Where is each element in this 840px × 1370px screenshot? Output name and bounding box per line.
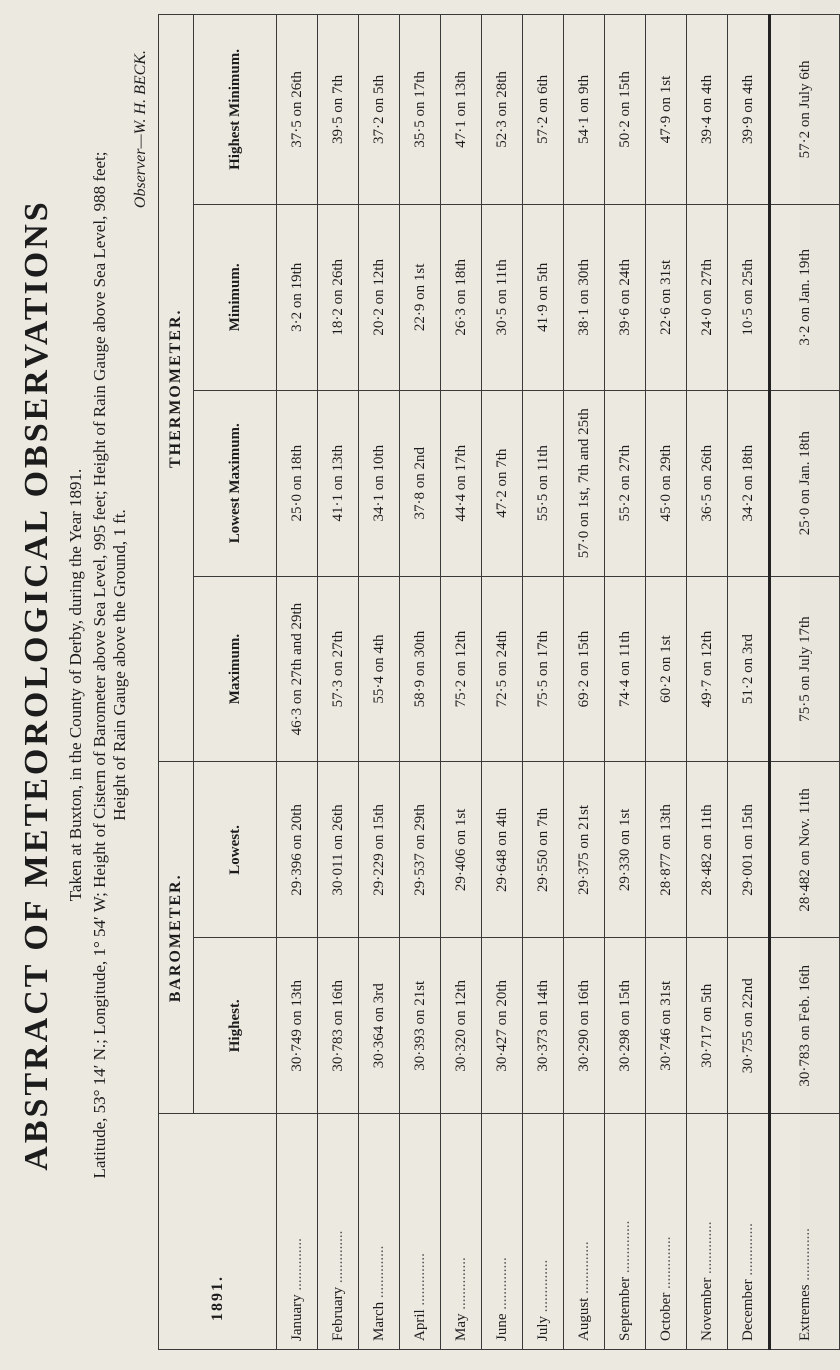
cell-low-max: 45·0 on 29th — [646, 390, 687, 576]
cell-high-min: 50·2 on 15th — [605, 15, 646, 205]
cell-low-max: 57·0 on 1st, 7th and 25th — [564, 390, 605, 576]
cell-baro-low: 29·229 on 15th — [359, 762, 400, 938]
cell-max: 69·2 on 15th — [564, 576, 605, 762]
month-label: Extremes — [796, 1284, 813, 1341]
leader-dots: .............. — [616, 1220, 633, 1277]
month-cell — [359, 1114, 400, 1350]
month-label: July — [534, 1315, 551, 1341]
month-label: February — [329, 1286, 346, 1341]
page-title: ABSTRACT OF METEOROLOGICAL OBSERVATIONS — [18, 199, 55, 1171]
cell-min: 3·2 on 19th — [277, 204, 318, 390]
month-cell — [523, 1114, 564, 1350]
location-info: Latitude, 53° 14′ N.; Longitude, 1° 54′ W; Height of Cistern of Barometer above Sea Level, 995 feet; Height of Rain Gauge above Sea Level, 988 feet; — [90, 151, 109, 1179]
cell-baro-low: 29·330 on 1st — [605, 762, 646, 938]
col-lowest-maximum: Lowest Maximum. — [194, 390, 277, 576]
cell-high-min: 39·4 on 4th — [687, 15, 728, 205]
cell-high-min: 39·9 on 4th — [728, 15, 770, 205]
month-label: September — [616, 1276, 633, 1341]
table-body — [277, 15, 840, 1350]
cell-min: 3·2 on Jan. 19th — [770, 204, 840, 390]
leader-dots: .............. — [534, 1259, 551, 1316]
cell-low-max: 36·5 on 26th — [687, 390, 728, 576]
month-cell — [441, 1114, 482, 1350]
cell-low-max: 55·5 on 11th — [523, 390, 564, 576]
month-cell — [646, 1114, 687, 1350]
cell-low-max: 34·2 on 18th — [728, 390, 770, 576]
cell-max: 75·2 on 12th — [441, 576, 482, 762]
month-cell — [400, 1114, 441, 1350]
leader-dots: .............. — [575, 1241, 592, 1298]
cell-baro-low: 29·001 on 15th — [728, 762, 770, 938]
cell-baro-low: 29·648 on 4th — [482, 762, 523, 938]
month-cell — [318, 1114, 359, 1350]
leader-dots: .............. — [288, 1238, 305, 1295]
page-subtitle: Taken at Buxton, in the County of Derby, during the Year 1891. — [66, 468, 85, 902]
leader-dots: .............. — [657, 1236, 674, 1293]
cell-max: 75·5 on July 17th — [770, 576, 840, 762]
observer-credit: Observer—W. H. BECK. — [132, 50, 149, 209]
month-cell — [605, 1114, 646, 1350]
cell-min: 18·2 on 26th — [318, 204, 359, 390]
cell-min: 22·9 on 1st — [400, 204, 441, 390]
cell-baro-low: 29·537 on 29th — [400, 762, 441, 938]
cell-max: 60·2 on 1st — [646, 576, 687, 762]
cell-high-min: 52·3 on 28th — [482, 15, 523, 205]
cell-low-max: 37·8 on 2nd — [400, 390, 441, 576]
table-row — [441, 15, 482, 1350]
cell-baro-high: 30·373 on 14th — [523, 938, 564, 1114]
cell-min: 10·5 on 25th — [728, 204, 770, 390]
cell-min: 22·6 on 31st — [646, 204, 687, 390]
cell-low-max: 34·1 on 10th — [359, 390, 400, 576]
month-label: March — [370, 1301, 387, 1341]
cell-min: 38·1 on 30th — [564, 204, 605, 390]
cell-max: 72·5 on 24th — [482, 576, 523, 762]
leader-dots: .............. — [796, 1228, 813, 1285]
cell-high-min: 47·1 on 13th — [441, 15, 482, 205]
cell-baro-low: 29·375 on 21st — [564, 762, 605, 938]
cell-high-min: 47·9 on 1st — [646, 15, 687, 205]
col-baro-highest: Highest. — [194, 938, 277, 1114]
cell-max: 55·4 on 4th — [359, 576, 400, 762]
month-label: June — [493, 1313, 510, 1341]
month-cell — [277, 1114, 318, 1350]
cell-baro-high: 30·749 on 13th — [277, 938, 318, 1114]
cell-max: 74·4 on 11th — [605, 576, 646, 762]
barometer-header: BAROMETER. — [159, 762, 194, 1114]
cell-min: 39·6 on 24th — [605, 204, 646, 390]
cell-baro-high: 30·717 on 5th — [687, 938, 728, 1114]
table-row — [523, 15, 564, 1350]
cell-baro-high: 30·755 on 22nd — [728, 938, 770, 1114]
leader-dots: .............. — [452, 1257, 469, 1314]
cell-baro-low: 29·396 on 20th — [277, 762, 318, 938]
cell-baro-high: 30·320 on 12th — [441, 938, 482, 1114]
cell-baro-low: 28·877 on 13th — [646, 762, 687, 938]
cell-baro-low: 29·550 on 7th — [523, 762, 564, 938]
rain-gauge-info: Height of Rain Gauge above the Ground, 1 ft. — [110, 509, 129, 821]
cell-high-min: 35·5 on 17th — [400, 15, 441, 205]
cell-max: 58·9 on 30th — [400, 576, 441, 762]
cell-max: 49·7 on 12th — [687, 576, 728, 762]
table-row — [400, 15, 441, 1350]
month-label: November — [698, 1277, 715, 1341]
table-row — [318, 15, 359, 1350]
leader-dots: .............. — [370, 1245, 387, 1302]
table-row — [646, 15, 687, 1350]
col-minimum: Minimum. — [194, 204, 277, 390]
cell-baro-high: 30·298 on 15th — [605, 938, 646, 1114]
cell-baro-high: 30·427 on 20th — [482, 938, 523, 1114]
cell-high-min: 57·2 on July 6th — [770, 15, 840, 205]
table-row — [605, 15, 646, 1350]
year-header: 1891. — [159, 1114, 277, 1350]
cell-baro-low: 29·406 on 1st — [441, 762, 482, 938]
cell-high-min: 37·2 on 5th — [359, 15, 400, 205]
table-row — [728, 15, 770, 1350]
month-label: December — [739, 1279, 756, 1341]
table-row — [359, 15, 400, 1350]
month-cell — [564, 1114, 605, 1350]
cell-baro-high: 30·783 on Feb. 16th — [770, 938, 840, 1114]
col-baro-lowest: Lowest. — [194, 762, 277, 938]
table-row — [687, 15, 728, 1350]
cell-low-max: 47·2 on 7th — [482, 390, 523, 576]
cell-low-max: 25·0 on 18th — [277, 390, 318, 576]
leader-dots: .............. — [329, 1230, 346, 1287]
cell-min: 20·2 on 12th — [359, 204, 400, 390]
cell-baro-high: 30·290 on 16th — [564, 938, 605, 1114]
table-row — [277, 15, 318, 1350]
observations-table — [158, 14, 840, 1350]
month-label: January — [288, 1294, 305, 1341]
leader-dots: .............. — [411, 1253, 428, 1310]
month-label: October — [657, 1292, 674, 1341]
month-cell — [770, 1114, 840, 1350]
cell-baro-high: 30·364 on 3rd — [359, 938, 400, 1114]
month-cell — [728, 1114, 770, 1350]
table-row — [482, 15, 523, 1350]
cell-min: 26·3 on 18th — [441, 204, 482, 390]
cell-baro-low: 28·482 on Nov. 11th — [770, 762, 840, 938]
cell-min: 41·9 on 5th — [523, 204, 564, 390]
cell-max: 57·3 on 27th — [318, 576, 359, 762]
cell-high-min: 37·5 on 26th — [277, 15, 318, 205]
cell-high-min: 54·1 on 9th — [564, 15, 605, 205]
cell-min: 24·0 on 27th — [687, 204, 728, 390]
extremes-row — [770, 15, 840, 1350]
cell-high-min: 57·2 on 6th — [523, 15, 564, 205]
cell-baro-high: 30·746 on 31st — [646, 938, 687, 1114]
cell-low-max: 44·4 on 17th — [441, 390, 482, 576]
leader-dots: .............. — [493, 1257, 510, 1314]
cell-max: 46·3 on 27th and 29th — [277, 576, 318, 762]
cell-low-max: 55·2 on 27th — [605, 390, 646, 576]
cell-baro-low: 28·482 on 11th — [687, 762, 728, 938]
cell-baro-high: 30·393 on 21st — [400, 938, 441, 1114]
cell-min: 30·5 on 11th — [482, 204, 523, 390]
col-highest-minimum: Highest Minimum. — [194, 15, 277, 205]
cell-low-max: 41·1 on 13th — [318, 390, 359, 576]
leader-dots: .............. — [739, 1223, 756, 1280]
cell-high-min: 39·5 on 7th — [318, 15, 359, 205]
month-label: May — [452, 1313, 469, 1341]
month-cell — [482, 1114, 523, 1350]
month-label: August — [575, 1297, 592, 1341]
cell-baro-low: 30·011 on 26th — [318, 762, 359, 938]
cell-low-max: 25·0 on Jan. 18th — [770, 390, 840, 576]
month-cell — [687, 1114, 728, 1350]
month-label: April — [411, 1309, 428, 1341]
cell-baro-high: 30·783 on 16th — [318, 938, 359, 1114]
leader-dots: .............. — [698, 1221, 715, 1278]
cell-max: 75·5 on 17th — [523, 576, 564, 762]
thermometer-header: THERMOMETER. — [159, 15, 194, 762]
col-maximum: Maximum. — [194, 576, 277, 762]
cell-max: 51·2 on 3rd — [728, 576, 770, 762]
table-row — [564, 15, 605, 1350]
